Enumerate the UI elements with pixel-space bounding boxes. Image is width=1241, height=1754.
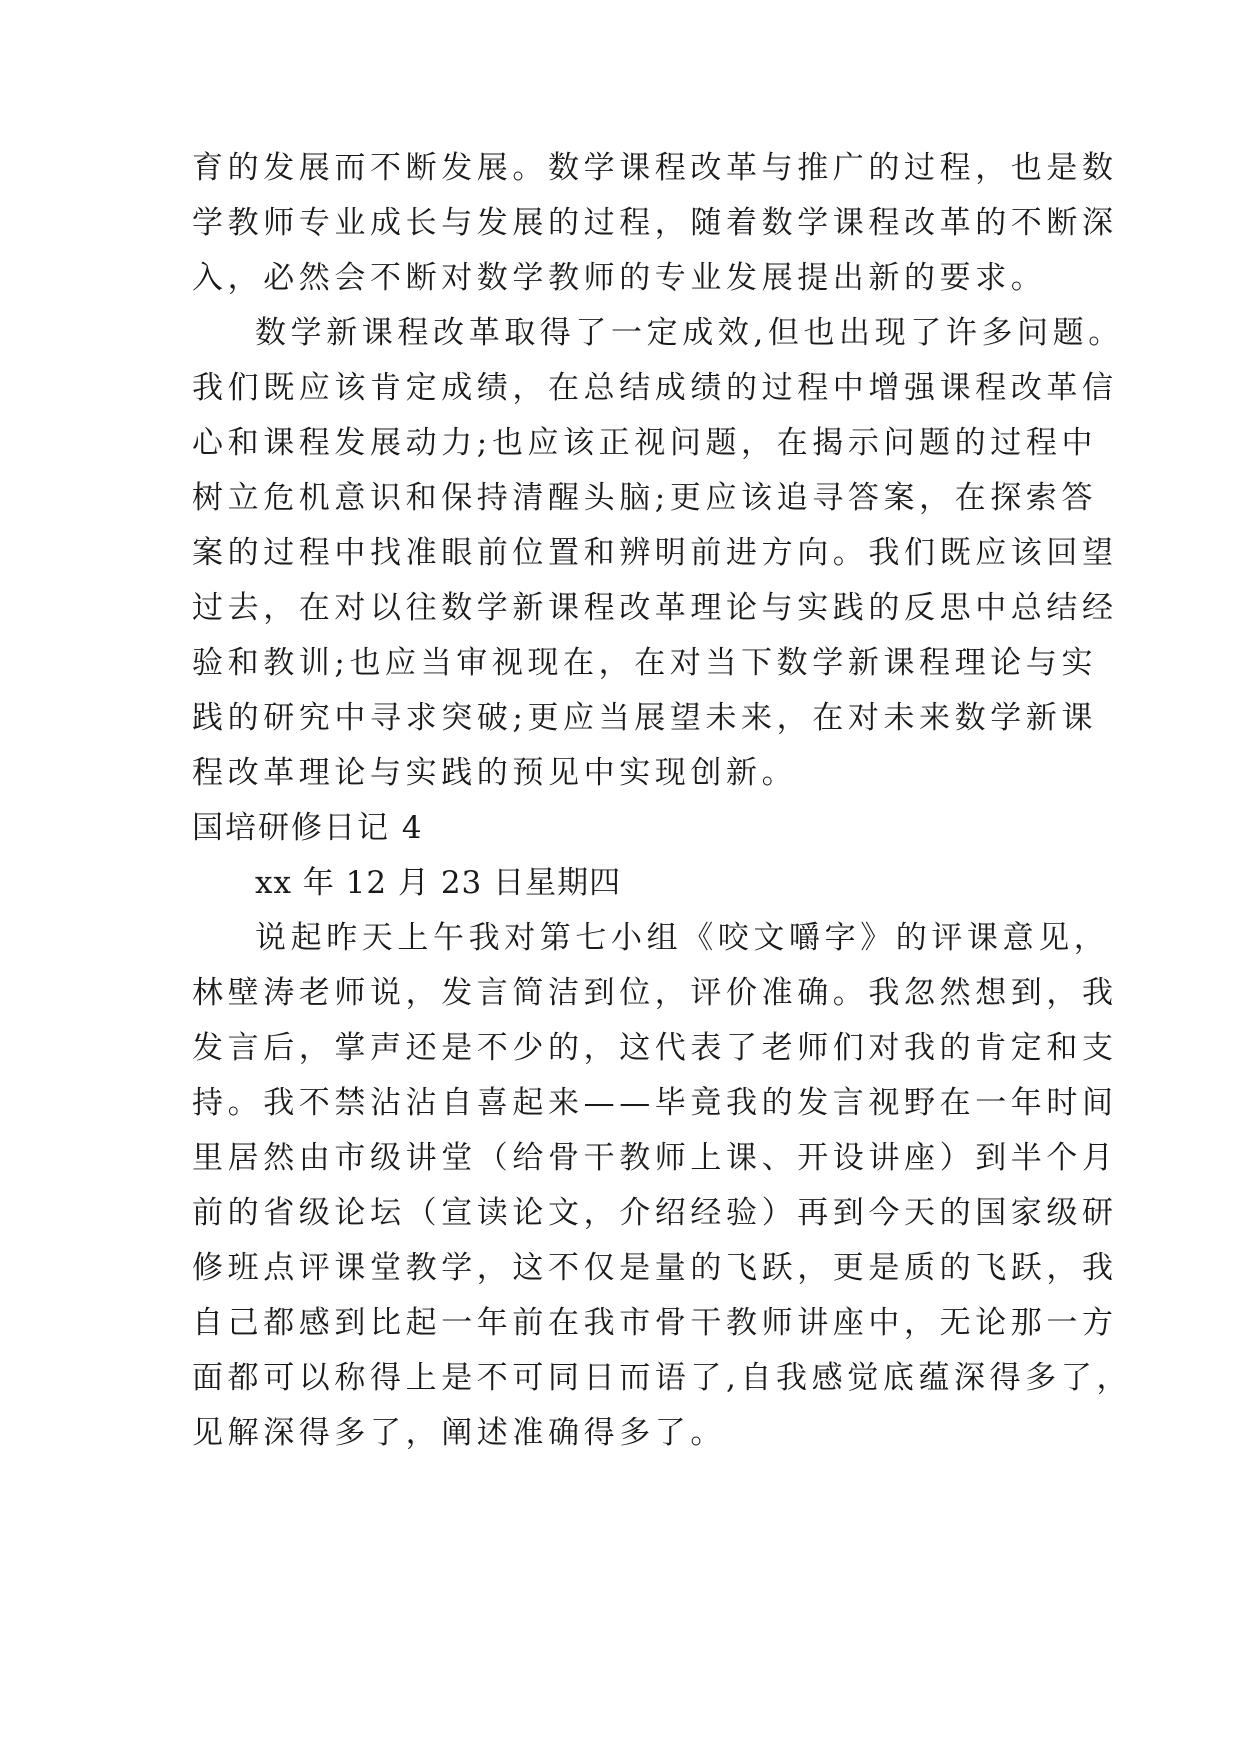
paragraph-3-line-5: 里居然由市级讲堂（给骨干教师上课、开设讲座）到半个月 xyxy=(192,1140,1118,1176)
paragraph-2-line-5: 案的过程中找准眼前位置和辨明前进方向。我们既应该回望 xyxy=(192,535,1118,571)
paragraph-3-line-7: 修班点评课堂教学，这不仅是量的飞跃，更是质的飞跃，我 xyxy=(192,1250,1118,1286)
paragraph-1-line-1: 育的发展而不断发展。数学课程改革与推广的过程，也是数 xyxy=(192,150,1118,186)
paragraph-2-line-3: 心和课程发展动力;也应该正视问题，在揭示问题的过程中 xyxy=(192,425,1098,461)
paragraph-2-line-8: 践的研究中寻求突破;更应当展望未来，在对未来数学新课 xyxy=(192,700,1098,736)
paragraph-3-line-1: 说起昨天上午我对第七小组《咬文嚼字》的评课意见， xyxy=(255,920,1110,956)
paragraph-3-line-3: 发言后，掌声还是不少的，这代表了老师们对我的肯定和支 xyxy=(192,1030,1118,1066)
paragraph-1-line-3: 入，必然会不断对数学教师的专业发展提出新的要求。 xyxy=(192,260,1047,296)
paragraph-3-line-10: 见解深得多了，阐述准确得多了。 xyxy=(192,1415,726,1451)
paragraph-2-line-6: 过去，在对以往数学新课程改革理论与实践的反思中总结经 xyxy=(192,590,1118,626)
paragraph-2-line-1: 数学新课程改革取得了一定成效,但也出现了许多问题。 xyxy=(255,315,1124,351)
paragraph-3-line-6: 前的省级论坛（宣读论文，介绍经验）再到今天的国家级研 xyxy=(192,1195,1118,1231)
paragraph-3-line-8: 自己都感到比起一年前在我市骨干教师讲座中，无论那一方 xyxy=(192,1305,1118,1341)
paragraph-3-line-9: 面都可以称得上是不可同日而语了,自我感觉底蕴深得多了， xyxy=(192,1360,1133,1396)
paragraph-3-line-4: 持。我不禁沾沾自喜起来——毕竟我的发言视野在一年时间 xyxy=(192,1085,1118,1121)
paragraph-2-line-2: 我们既应该肯定成绩，在总结成绩的过程中增强课程改革信 xyxy=(192,370,1118,406)
paragraph-2-line-4: 树立危机意识和保持清醒头脑;更应该追寻答案，在探索答 xyxy=(192,480,1098,516)
paragraph-3-line-2: 林壁涛老师说，发言简洁到位，评价准确。我忽然想到，我 xyxy=(192,975,1118,1011)
diary-heading: 国培研修日记 4 xyxy=(192,810,424,846)
paragraph-2-line-7: 验和教训;也应当审视现在，在对当下数学新课程理论与实 xyxy=(192,645,1098,681)
paragraph-2-line-9: 程改革理论与实践的预见中实现创新。 xyxy=(192,755,798,791)
diary-date: xx 年 12 月 23 日星期四 xyxy=(255,865,622,901)
paragraph-1-line-2: 学教师专业成长与发展的过程，随着数学课程改革的不断深 xyxy=(192,205,1118,241)
